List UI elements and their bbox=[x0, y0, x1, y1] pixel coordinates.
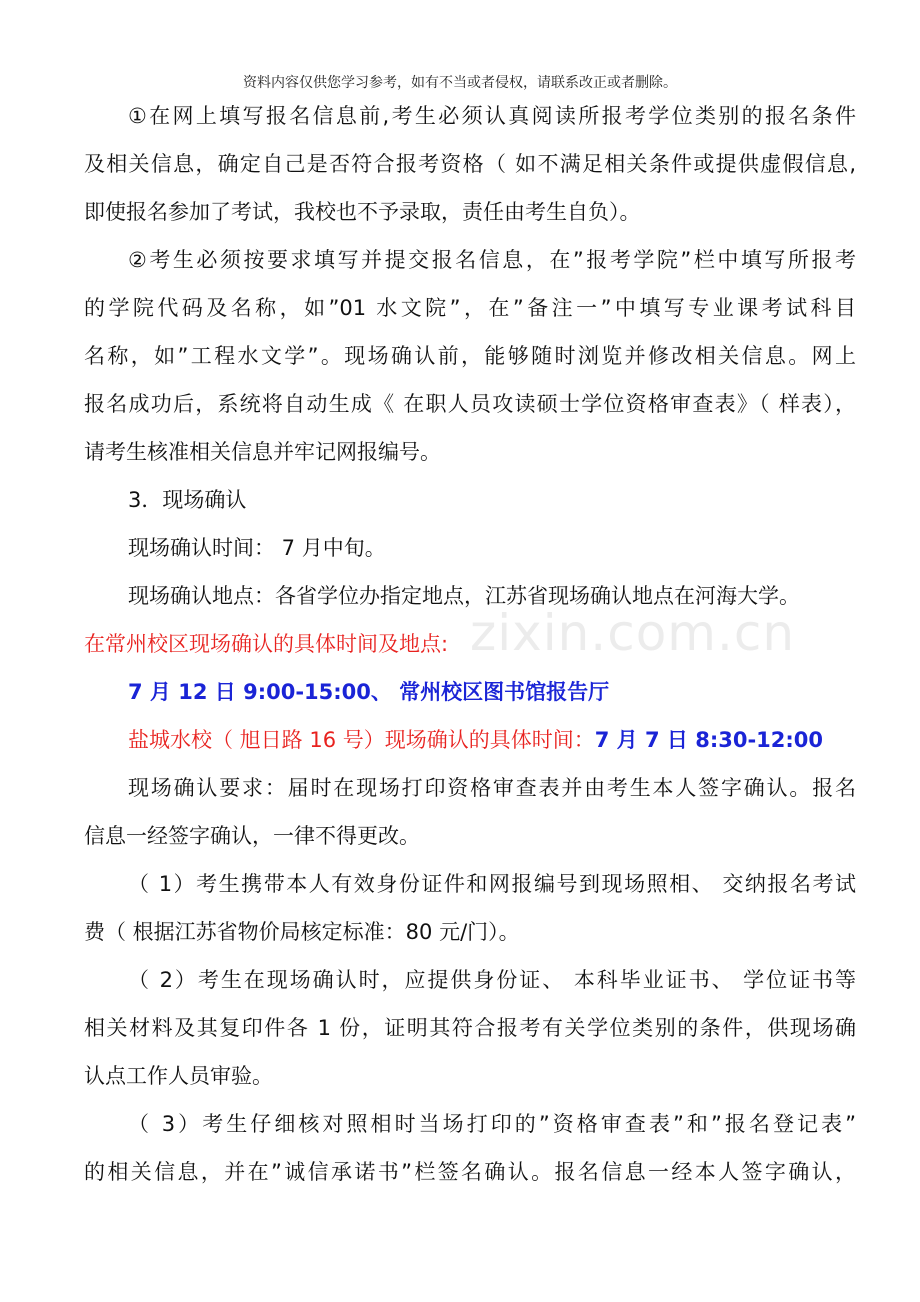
paragraph-2-line-2: 的学院代码及名称，如”01 水文院”，在”备注一”中填写专业课考试科目 bbox=[84, 296, 856, 320]
paragraph-2-line-4: 报名成功后，系统将自动生成《 在职人员攻读硕士学位资格审查表》（ 样表）， bbox=[84, 392, 856, 416]
changzhou-heading: 在常州校区现场确认的具体时间及地点: bbox=[84, 632, 449, 656]
item-2-line-1: （ 2）考生在现场确认时，应提供身份证、 本科毕业证书、 学位证书等 bbox=[128, 968, 856, 992]
paragraph-1-line-1: ①在网上填写报名信息前,考生必须认真阅读所报考学位类别的报名条件 bbox=[128, 104, 856, 128]
paragraph-2-line-5: 请考生核准相关信息并牢记网报编号。 bbox=[84, 440, 441, 464]
header-note: 资料内容仅供您学习参考，如有不当或者侵权，请联系改正或者删除。 bbox=[243, 75, 677, 91]
confirm-place: 现场确认地点：各省学位办指定地点，江苏省现场确认地点在河海大学。 bbox=[128, 584, 800, 608]
item-3-line-1: （ 3）考生仔细核对照相时当场打印的”资格审查表”和”报名登记表” bbox=[128, 1112, 856, 1136]
paragraph-2-line-1: ②考生必须按要求填写并提交报名信息，在”报考学院”栏中填写所报考 bbox=[128, 248, 856, 272]
item-1-line-2: 费（ 根据江苏省物价局核定标准：80 元/门）。 bbox=[84, 920, 520, 944]
requirement-line-2: 信息一经签字确认，一律不得更改。 bbox=[84, 824, 420, 848]
paragraph-1-line-3: 即使报名参加了考试，我校也不予录取，责任由考生自负）。 bbox=[84, 200, 641, 224]
item-1-line-1: （ 1）考生携带本人有效身份证件和网报编号到现场照相、 交纳报名考试 bbox=[128, 872, 856, 896]
item-2-line-2: 相关材料及其复印件各 1 份，证明其符合报考有关学位类别的条件，供现场确 bbox=[84, 1016, 856, 1040]
paragraph-2-line-3: 名称，如”工程水文学”。现场确认前，能够随时浏览并修改相关信息。网上 bbox=[84, 344, 856, 368]
changzhou-detail: 7 月 12 日 9:00-15:00、 常州校区图书馆报告厅 bbox=[128, 680, 610, 704]
yancheng-line bbox=[128, 726, 823, 754]
confirm-time: 现场确认时间： 7 月中旬。 bbox=[128, 536, 386, 560]
yancheng-time: 7 月 7 日 8:30-12:00 bbox=[594, 728, 824, 752]
yancheng-label: 盐城水校（ 旭日路 16 号）现场确认的具体时间： bbox=[128, 728, 595, 752]
section-3-heading: 3．现场确认 bbox=[128, 488, 247, 512]
watermark: zixin.com.cn bbox=[470, 604, 796, 662]
requirement-line-1: 现场确认要求：届时在现场打印资格审查表并由考生本人签字确认。报名 bbox=[128, 776, 856, 800]
item-2-line-3: 认点工作人员审验。 bbox=[84, 1064, 273, 1088]
item-3-line-2: 的相关信息，并在”诚信承诺书”栏签名确认。报名信息一经本人签字确认， bbox=[84, 1160, 856, 1184]
paragraph-1-line-2: 及相关信息，确定自己是否符合报考资格（ 如不满足相关条件或提供虚假信息, bbox=[84, 152, 856, 176]
